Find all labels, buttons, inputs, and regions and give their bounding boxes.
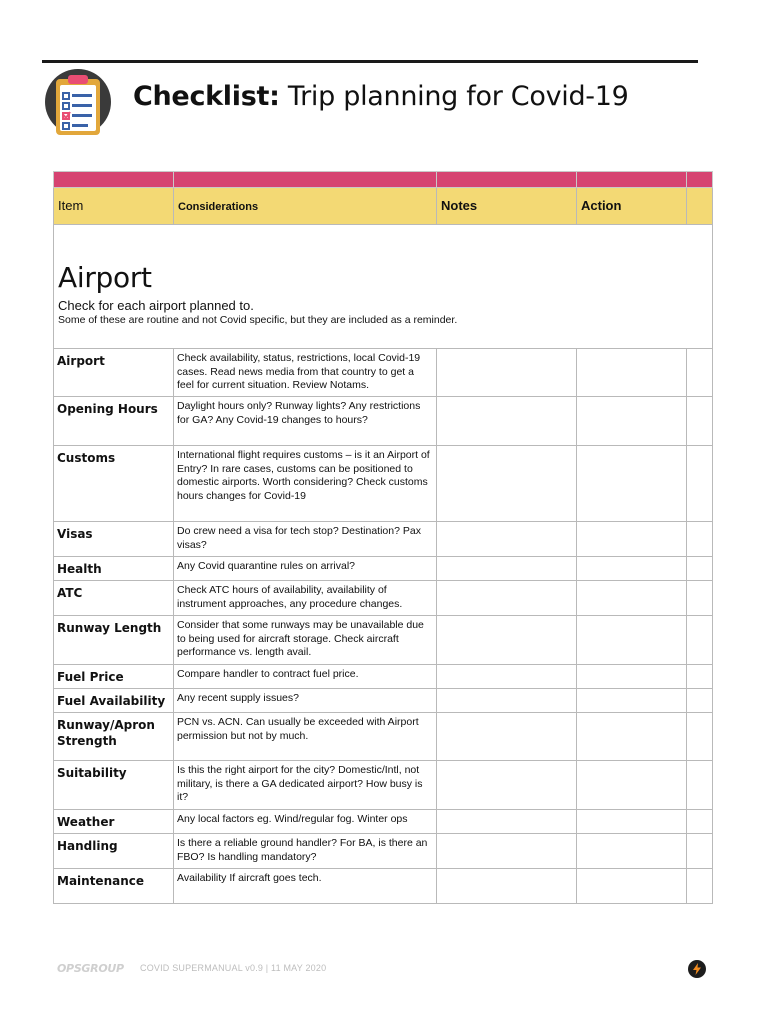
lightning-bolt-icon xyxy=(688,960,706,978)
row-extra-cell xyxy=(687,397,713,446)
table-row xyxy=(54,581,713,616)
row-notes-cell[interactable] xyxy=(437,397,577,446)
row-considerations: Daylight hours only? Runway lights? Any restrictions for GA? Any Covid-19 changes to hours? xyxy=(177,400,421,426)
row-action-cell[interactable] xyxy=(577,689,687,713)
header-notes: Notes xyxy=(441,198,478,213)
row-considerations: Do crew need a visa for tech stop? Destination? Pax visas? xyxy=(177,525,421,551)
row-considerations: Any local factors eg. Wind/regular fog. Winter ops xyxy=(177,813,408,825)
row-considerations: Any Covid quarantine rules on arrival? xyxy=(177,560,356,572)
row-extra-cell xyxy=(687,665,713,689)
section-row xyxy=(54,225,713,349)
page-title xyxy=(133,80,628,114)
table-row xyxy=(54,397,713,446)
row-extra-cell xyxy=(687,349,713,397)
section-title: Airport xyxy=(58,261,152,294)
row-action-cell[interactable] xyxy=(577,665,687,689)
section-subtitle: Check for each airport planned to. xyxy=(58,298,254,313)
row-notes-cell[interactable] xyxy=(437,581,577,616)
row-extra-cell xyxy=(687,713,713,761)
row-extra-cell xyxy=(687,581,713,616)
row-considerations: Compare handler to contract fuel price. xyxy=(177,668,359,680)
table-row xyxy=(54,761,713,810)
row-item: Fuel Availability xyxy=(57,694,166,708)
footer-brand-logo: OPSGROUP xyxy=(57,962,124,975)
table-row xyxy=(54,616,713,665)
table-row xyxy=(54,349,713,397)
table-accent-band xyxy=(54,172,713,188)
row-notes-cell[interactable] xyxy=(437,446,577,522)
row-extra-cell xyxy=(687,616,713,665)
row-considerations: Availability If aircraft goes tech. xyxy=(177,872,322,884)
row-action-cell[interactable] xyxy=(577,581,687,616)
row-action-cell[interactable] xyxy=(577,522,687,557)
row-extra-cell xyxy=(687,446,713,522)
row-extra-cell xyxy=(687,834,713,869)
row-item: Weather xyxy=(57,815,115,829)
row-notes-cell[interactable] xyxy=(437,349,577,397)
row-action-cell[interactable] xyxy=(577,349,687,397)
row-notes-cell[interactable] xyxy=(437,761,577,810)
row-notes-cell[interactable] xyxy=(437,810,577,834)
table-row xyxy=(54,557,713,581)
row-item: Maintenance xyxy=(57,874,145,888)
row-item: Opening Hours xyxy=(57,402,158,416)
row-item: Customs xyxy=(57,451,116,465)
row-notes-cell[interactable] xyxy=(437,689,577,713)
row-item: Runway/Apron Strength xyxy=(57,718,155,748)
clipboard-checklist-icon xyxy=(42,66,114,138)
row-item: Runway Length xyxy=(57,621,162,635)
row-item: Health xyxy=(57,562,102,576)
row-considerations: Check availability, status, restrictions, local Covid-19 cases. Read news media from that country to get a feel for current situation. Review Notams. xyxy=(177,352,421,392)
row-action-cell[interactable] xyxy=(577,397,687,446)
row-considerations: Check ATC hours of availability, availability of instrument approaches, any procedure changes. xyxy=(177,584,403,610)
row-extra-cell xyxy=(687,689,713,713)
table-row xyxy=(54,869,713,904)
row-considerations: Consider that some runways may be unavailable due to being used for aircraft storage. Check aircraft performance vs. length avail. xyxy=(177,619,424,659)
table-row xyxy=(54,810,713,834)
row-extra-cell xyxy=(687,810,713,834)
row-action-cell[interactable] xyxy=(577,713,687,761)
row-considerations: International flight requires customs – is it an Airport of Entry? In rare cases, customs can be positioned to domestic airports. Worth considering? Check customs hours changes for Covid-19 xyxy=(177,449,430,503)
row-action-cell[interactable] xyxy=(577,446,687,522)
header-considerations: Considerations xyxy=(178,201,259,213)
title-bold: Checklist: xyxy=(133,81,280,112)
top-rule xyxy=(42,60,698,63)
row-extra-cell xyxy=(687,557,713,581)
row-considerations: Is there a reliable ground handler? For BA, is there an FBO? Is handling mandatory? xyxy=(177,837,428,863)
row-notes-cell[interactable] xyxy=(437,869,577,904)
table-row xyxy=(54,446,713,522)
row-action-cell[interactable] xyxy=(577,810,687,834)
row-item: Airport xyxy=(57,354,105,368)
row-action-cell[interactable] xyxy=(577,557,687,581)
header-item: Item xyxy=(58,198,84,213)
row-extra-cell xyxy=(687,761,713,810)
row-item: ATC xyxy=(57,586,83,600)
table-row xyxy=(54,689,713,713)
row-notes-cell[interactable] xyxy=(437,713,577,761)
row-item: Fuel Price xyxy=(57,670,124,684)
section-note: Some of these are routine and not Covid specific, but they are included as a reminder. xyxy=(58,314,458,326)
row-notes-cell[interactable] xyxy=(437,616,577,665)
row-notes-cell[interactable] xyxy=(437,834,577,869)
footer-text: COVID SUPERMANUAL v0.9 | 11 MAY 2020 xyxy=(140,963,327,973)
row-item: Visas xyxy=(57,527,93,541)
row-extra-cell xyxy=(687,869,713,904)
table-header-row xyxy=(54,188,713,225)
table-row xyxy=(54,522,713,557)
row-considerations: PCN vs. ACN. Can usually be exceeded with Airport permission but not by much. xyxy=(177,716,419,742)
row-considerations: Is this the right airport for the city? Domestic/Intl, not military, is there a GA dedicated airport? How busy is it? xyxy=(177,764,423,804)
row-action-cell[interactable] xyxy=(577,616,687,665)
table-row xyxy=(54,665,713,689)
row-item: Handling xyxy=(57,839,118,853)
table-row xyxy=(54,834,713,869)
table-row xyxy=(54,713,713,761)
row-notes-cell[interactable] xyxy=(437,557,577,581)
row-action-cell[interactable] xyxy=(577,869,687,904)
row-item: Suitability xyxy=(57,766,127,780)
row-considerations: Any recent supply issues? xyxy=(177,692,299,704)
checklist-table xyxy=(53,171,713,904)
row-action-cell[interactable] xyxy=(577,761,687,810)
row-extra-cell xyxy=(687,522,713,557)
row-action-cell[interactable] xyxy=(577,834,687,869)
row-notes-cell[interactable] xyxy=(437,665,577,689)
title-rest: Trip planning for Covid-19 xyxy=(279,81,629,112)
row-notes-cell[interactable] xyxy=(437,522,577,557)
header-action: Action xyxy=(581,198,622,213)
